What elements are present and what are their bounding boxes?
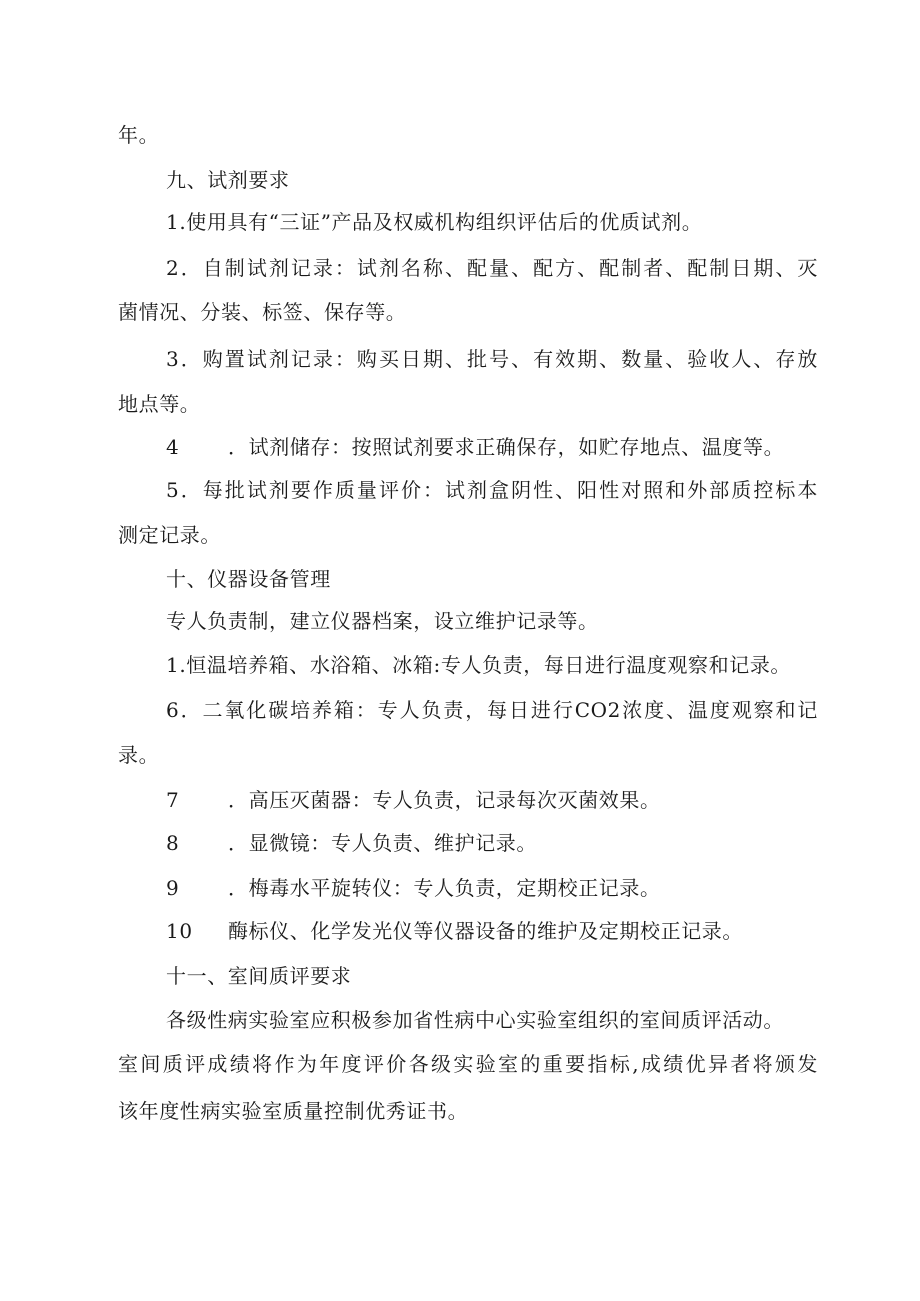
item-number: 8 [166, 831, 180, 855]
text-line: 1.使用具有“三证”产品及权威机构组织评估后的优质试剂。 [166, 210, 703, 234]
text-line: 2．自制试剂记录：试剂名称、配量、配方、配制者、配制日期、灭 [166, 256, 818, 280]
item-number: 7 [166, 788, 180, 812]
text-line: 地点等。 [118, 392, 201, 416]
item-number: 4 [166, 435, 180, 459]
item-number: 10 [166, 919, 193, 943]
list-item [166, 786, 866, 814]
text-line: 室间质评成绩将作为年度评价各级实验室的重要指标,成绩优异者将颁发 [118, 1052, 818, 1076]
text-line: 录。 [118, 743, 160, 767]
list-item [166, 829, 866, 857]
list-item [166, 433, 866, 461]
item-text: ．试剂储存：按照试剂要求正确保存，如贮存地点、温度等。 [228, 435, 785, 459]
text-line: 该年度性病实验室质量控制优秀证书。 [118, 1099, 469, 1123]
item-text: 酶标仪、化学发光仪等仪器设备的维护及定期校正记录。 [228, 919, 743, 943]
text-line: 专人负责制，建立仪器档案，设立维护记录等。 [166, 609, 599, 633]
text-line: 3．购置试剂记录：购买日期、批号、有效期、数量、验收人、存放 [166, 347, 818, 371]
text-line: 6．二氧化碳培养箱：专人负责，每日进行CO2浓度、温度观察和记 [166, 698, 818, 722]
list-item [166, 917, 866, 945]
text-line: 1.恒温培养箱、水浴箱、冰箱:专人负责，每日进行温度观察和记录。 [166, 653, 792, 677]
item-text: ．显微镜：专人负责、维护记录。 [228, 831, 537, 855]
item-text: ．高压灭菌器：专人负责，记录每次灭菌效果。 [228, 788, 661, 812]
list-item [166, 874, 866, 902]
item-number: 9 [166, 876, 180, 900]
text-line: 各级性病实验室应积极参加省性病中心实验室组织的室间质评活动。 [166, 1008, 784, 1032]
text-line: 测定记录。 [118, 523, 221, 547]
text-line: 5．每批试剂要作质量评价：试剂盒阴性、阳性对照和外部质控标本 [166, 478, 818, 502]
text-line: 菌情况、分装、标签、保存等。 [118, 300, 407, 324]
item-text: ．梅毒水平旋转仪：专人负责，定期校正记录。 [228, 876, 661, 900]
section-heading-proficiency: 十一、室间质评要求 [166, 964, 352, 988]
text-line: 年。 [118, 123, 160, 147]
section-heading-reagents: 九、试剂要求 [166, 168, 290, 192]
section-heading-instruments: 十、仪器设备管理 [166, 567, 331, 591]
